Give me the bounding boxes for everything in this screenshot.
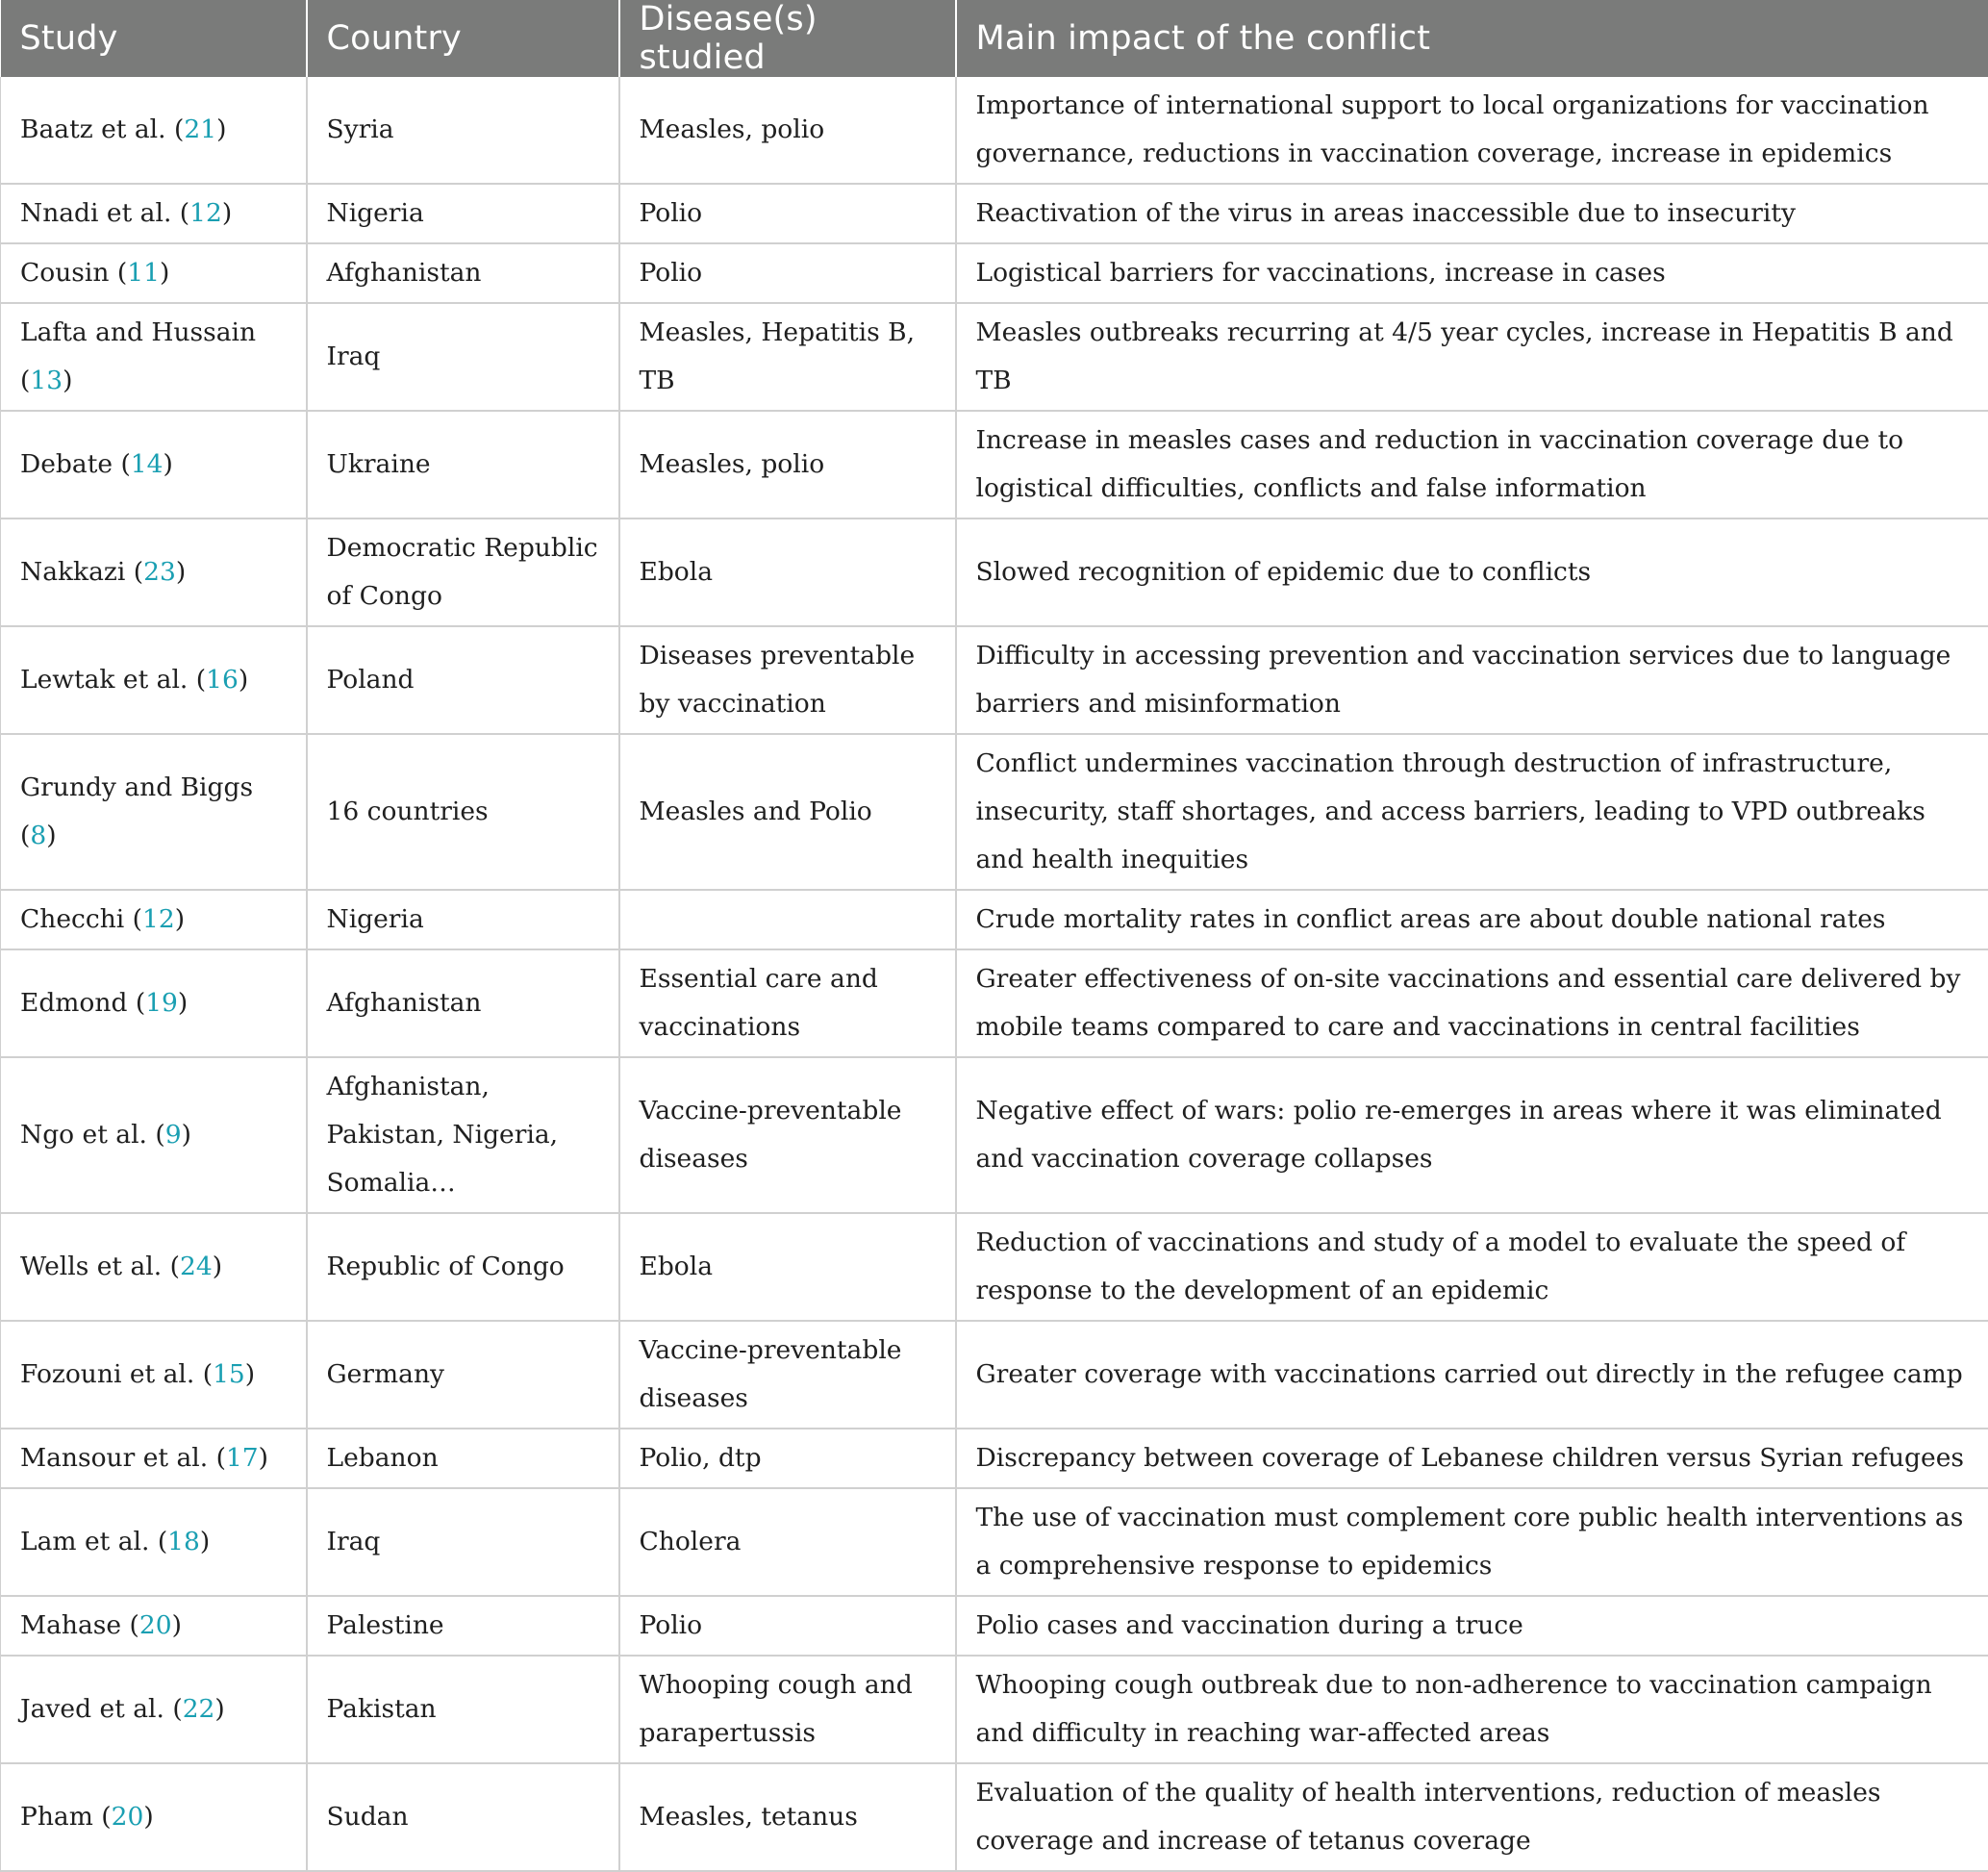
cell-study [1,1429,307,1488]
cell-disease: Polio [619,184,956,243]
cell-disease: Polio [619,1596,956,1656]
cell-disease: Vaccine-preventable diseases [619,1321,956,1429]
study-close-paren: ) [46,821,56,850]
study-close-paren: ) [200,1527,210,1556]
cell-study [1,734,307,890]
cell-disease: Essential care and vaccinations [619,949,956,1057]
study-author: Cousin ( [20,258,127,288]
table-row [1,734,1988,890]
study-author: Wells et al. ( [20,1252,180,1281]
reference-link[interactable]: 8 [30,821,46,850]
study-close-paren: ) [214,1694,224,1724]
cell-disease: Ebola [619,1213,956,1321]
study-author: Lam et al. ( [20,1527,167,1556]
cell-disease: Measles and Polio [619,734,956,890]
study-author: Debate ( [20,449,131,479]
table-row [1,243,1988,303]
reference-link[interactable]: 13 [30,366,63,395]
cell-disease: Measles, tetanus [619,1763,956,1871]
cell-country: Nigeria [307,890,619,949]
header-disease: Disease(s) studied [619,0,956,77]
reference-link[interactable]: 9 [165,1120,182,1150]
cell-study [1,1763,307,1871]
header-country: Country [307,0,619,77]
cell-disease: Measles, Hepatitis B, TB [619,303,956,411]
reference-link[interactable]: 19 [145,988,178,1018]
reference-link[interactable]: 18 [167,1527,200,1556]
cell-study [1,1057,307,1213]
cell-country: Lebanon [307,1429,619,1488]
cell-country: Palestine [307,1596,619,1656]
study-close-paren: ) [63,366,72,395]
table-row [1,1213,1988,1321]
table-header [1,0,1988,77]
cell-country: Syria [307,77,619,184]
header-study: Study [1,0,307,77]
study-author: Checchi ( [20,904,142,934]
table-row [1,1596,1988,1656]
cell-impact: Importance of international support to local organizations for vaccination governance, reductions in vaccination coverage, increase in epidemics [956,77,1988,184]
cell-study [1,411,307,519]
reference-link[interactable]: 14 [131,449,164,479]
reference-link[interactable]: 15 [213,1359,245,1389]
cell-disease: Ebola [619,519,956,626]
reference-link[interactable]: 11 [127,258,160,288]
cell-impact: Reactivation of the virus in areas inaccessible due to insecurity [956,184,1988,243]
reference-link[interactable]: 21 [184,114,216,144]
study-close-paren: ) [143,1802,153,1832]
table-row [1,184,1988,243]
cell-impact: Conflict undermines vaccination through destruction of infrastructure, insecurity, staff shortages, and access barriers, leading to VPD outbreaks and health inequities [956,734,1988,890]
cell-disease: Measles, polio [619,77,956,184]
reference-link[interactable]: 22 [183,1694,215,1724]
study-close-paren: ) [178,988,188,1018]
cell-study [1,1656,307,1763]
cell-study [1,1488,307,1596]
study-author: Lafta and Hussain ( [20,317,256,395]
cell-study [1,1596,307,1656]
cell-disease: Measles, polio [619,411,956,519]
table-row [1,1656,1988,1763]
table-row [1,77,1988,184]
cell-disease: Cholera [619,1488,956,1596]
table-row [1,1488,1988,1596]
study-author: Pham ( [20,1802,112,1832]
cell-country: Republic of Congo [307,1213,619,1321]
reference-link[interactable]: 23 [143,557,176,587]
study-close-paren: ) [176,557,186,587]
study-close-paren: ) [172,1610,182,1640]
cell-study [1,243,307,303]
cell-impact: Crude mortality rates in conflict areas are about double national rates [956,890,1988,949]
cell-study [1,1213,307,1321]
table-row [1,411,1988,519]
cell-country: Democratic Republic of Congo [307,519,619,626]
cell-country: Germany [307,1321,619,1429]
cell-disease: Vaccine-preventable diseases [619,1057,956,1213]
cell-impact: Greater coverage with vaccinations carried out directly in the refugee camp [956,1321,1988,1429]
table-row [1,1057,1988,1213]
cell-country: Poland [307,626,619,734]
cell-impact: Logistical barriers for vaccinations, increase in cases [956,243,1988,303]
cell-country: 16 countries [307,734,619,890]
cell-impact: Greater effectiveness of on-site vaccinations and essential care delivered by mobile teams compared to care and vaccinations in central facilities [956,949,1988,1057]
cell-study [1,1321,307,1429]
table-row [1,890,1988,949]
cell-study [1,184,307,243]
cell-study [1,77,307,184]
study-author: Javed et al. ( [20,1694,183,1724]
cell-disease: Diseases preventable by vaccination [619,626,956,734]
reference-link[interactable]: 17 [226,1443,259,1473]
table-row [1,1321,1988,1429]
table-row [1,303,1988,411]
cell-study [1,626,307,734]
cell-study [1,303,307,411]
reference-link[interactable]: 24 [180,1252,213,1281]
cell-study [1,949,307,1057]
study-author: Nakkazi ( [20,557,143,587]
cell-impact: Increase in measles cases and reduction in vaccination coverage due to logistical difficulties, conflicts and false information [956,411,1988,519]
table-row [1,626,1988,734]
cell-disease [619,890,956,949]
cell-impact: Whooping cough outbreak due to non-adherence to vaccination campaign and difficulty in reaching war-affected areas [956,1656,1988,1763]
table-body [1,77,1988,1871]
study-author: Fozouni et al. ( [20,1359,213,1389]
cell-country: Iraq [307,1488,619,1596]
study-author: Nnadi et al. ( [20,198,189,228]
reference-link[interactable]: 20 [112,1802,144,1832]
cell-country: Pakistan [307,1656,619,1763]
study-author: Mansour et al. ( [20,1443,226,1473]
study-close-paren: ) [164,449,173,479]
study-author: Edmond ( [20,988,145,1018]
cell-impact: Negative effect of wars: polio re-emerges in areas where it was eliminated and vaccination coverage collapses [956,1057,1988,1213]
header-impact: Main impact of the conflict [956,0,1988,77]
cell-impact: Discrepancy between coverage of Lebanese children versus Syrian refugees [956,1429,1988,1488]
cell-impact: Polio cases and vaccination during a truce [956,1596,1988,1656]
cell-study [1,890,307,949]
study-close-paren: ) [182,1120,191,1150]
study-close-paren: ) [245,1359,255,1389]
study-author: Baatz et al. ( [20,114,184,144]
study-author: Mahase ( [20,1610,139,1640]
study-close-paren: ) [216,114,226,144]
cell-study [1,519,307,626]
cell-disease: Whooping cough and parapertussis [619,1656,956,1763]
cell-disease: Polio, dtp [619,1429,956,1488]
table-row [1,949,1988,1057]
table-row [1,1763,1988,1871]
study-close-paren: ) [259,1443,268,1473]
cell-country: Sudan [307,1763,619,1871]
cell-impact: Evaluation of the quality of health interventions, reduction of measles coverage and increase of tetanus coverage [956,1763,1988,1871]
cell-impact: Reduction of vaccinations and study of a model to evaluate the speed of response to the development of an epidemic [956,1213,1988,1321]
cell-country: Afghanistan [307,243,619,303]
study-close-paren: ) [222,198,232,228]
header-row [1,0,1988,77]
cell-country: Nigeria [307,184,619,243]
study-author: Lewtak et al. ( [20,665,206,695]
reference-link[interactable]: 12 [189,198,222,228]
cell-impact: Difficulty in accessing prevention and vaccination services due to language barriers and misinformation [956,626,1988,734]
study-close-paren: ) [213,1252,222,1281]
table-row [1,519,1988,626]
study-author: Grundy and Biggs ( [20,772,253,850]
cell-impact: Slowed recognition of epidemic due to conflicts [956,519,1988,626]
cell-impact: Measles outbreaks recurring at 4/5 year cycles, increase in Hepatitis B and TB [956,303,1988,411]
cell-country: Afghanistan, Pakistan, Nigeria, Somalia… [307,1057,619,1213]
table-row [1,1429,1988,1488]
cell-impact: The use of vaccination must complement core public health interventions as a comprehensive response to epidemics [956,1488,1988,1596]
study-close-paren: ) [239,665,248,695]
cell-country: Afghanistan [307,949,619,1057]
study-close-paren: ) [175,904,185,934]
cell-country: Iraq [307,303,619,411]
reference-link[interactable]: 12 [142,904,175,934]
reference-link[interactable]: 16 [206,665,239,695]
cell-disease: Polio [619,243,956,303]
cell-country: Ukraine [307,411,619,519]
reference-link[interactable]: 20 [139,1610,172,1640]
study-author: Ngo et al. ( [20,1120,165,1150]
study-close-paren: ) [160,258,169,288]
